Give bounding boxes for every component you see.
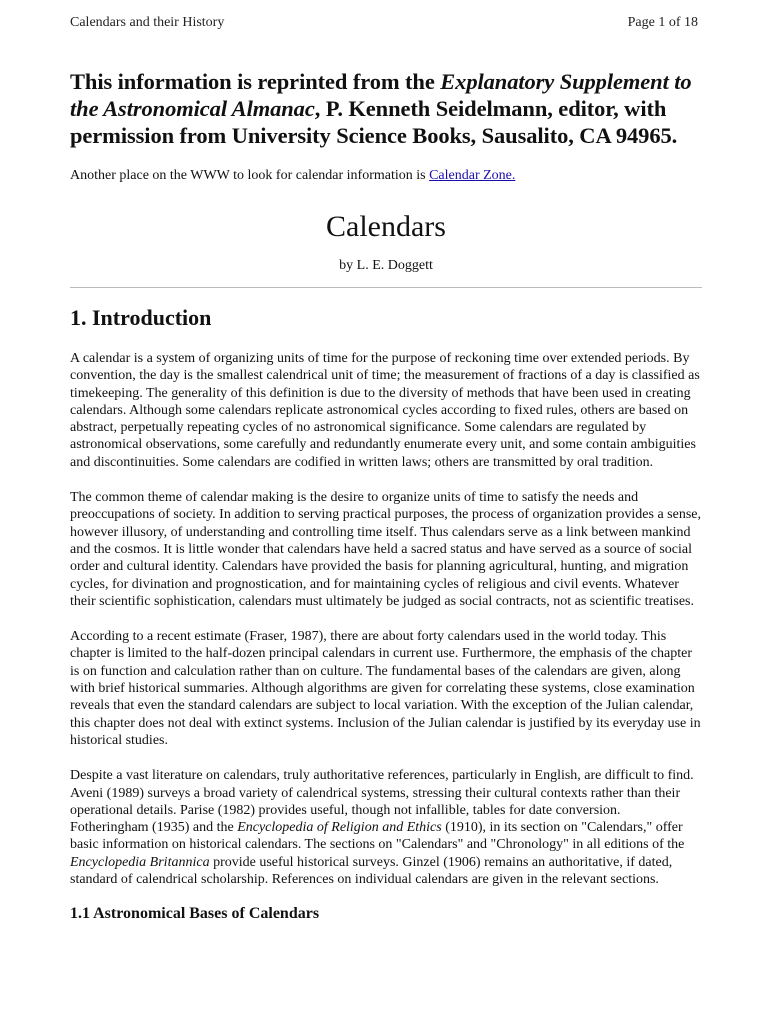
- document-body: [70, 68, 702, 924]
- page-title: Calendars: [326, 210, 446, 243]
- reprint-text-1: This information is reprinted from the: [70, 69, 441, 94]
- book-title: Explanatory Supplement to the Astronomical Almanac: [70, 69, 692, 121]
- paragraph-4-text-c: provide useful historical surveys. Ginzel (1906) remains an authoritative, if dated, standard of calendrical scholarship. References on individual calendars are given in the relevant sections.: [70, 854, 673, 888]
- reprint-notice: [70, 68, 702, 149]
- encyclopedia-religion-ethics: Encyclopedia of Religion and Ethics: [237, 820, 442, 836]
- paragraph-2: The common theme of calendar making is the desire to organize units of time to satisfy the needs and preoccupations of society. In addition to serving practical purposes, the process of organization provides a sense, however illusory, of understanding and controlling time itself. Thus calendars serve as a link between mankind and the cosmos. It is little wonder that calendars have held a sacred status and have served as a source of social order and cultural identity. Calendars have provided the basis for planning agricultural, hunting, and migration cycles, for divination and prognostication, and for maintaining cycles of religious and civil events. Whatever their scientific sophistication, calendars must ultimately be judged as social contracts, not as scientific treatises.: [70, 490, 701, 609]
- subsection-heading: 1.1 Astronomical Bases of Calendars: [70, 905, 320, 923]
- calendar-zone-link[interactable]: Calendar Zone.: [429, 168, 516, 183]
- byline: by L. E. Doggett: [339, 258, 433, 273]
- www-note: [70, 167, 702, 185]
- paragraph-4-text-b: (1910), in its section on "Calendars," offer basic information on historical calendars. The sections on "Calendars" and "Chronology" in all editions of the: [70, 820, 685, 853]
- www-note-text: Another place on the WWW to look for calendar information is: [70, 168, 430, 183]
- paragraph-4-text-a: Despite a vast literature on calendars, truly authoritative references, particularly in English, are difficult to find. Aveni (1989) surveys a broad variety of calendrical systems, stressing their cultural contexts rather than their operational details. Parise (1982) provides useful, though not infallible, tables for date conversion. Fotheringham (1935) and the: [70, 768, 694, 836]
- paragraph-4: [70, 767, 702, 888]
- paragraph-1: A calendar is a system of organizing units of time for the purpose of reckoning time over extended periods. By convention, the day is the smallest calendrical unit of time; the measurement of fractions of a day is classified as timekeeping. The generality of this definition is due to the diversity of methods that have been used in creating calendars. Although some calendars replicate astronomical cycles according to fixed rules, others are based on abstract, perpetually repeating cycles of no astronomical significance. Some calendars are regulated by astronomical observations, some carefully and redundantly enumerate every unit, and some contain ambiguities and discontinuities. Some calendars are codified in written laws; others are transmitted by oral tradition.: [70, 351, 700, 470]
- encyclopedia-britannica: Encyclopedia Britannica: [70, 854, 210, 870]
- page-number: Page 1 of 18: [627, 15, 698, 30]
- paragraph-3: According to a recent estimate (Fraser, 1987), there are about forty calendars used in the world today. This chapter is limited to the half-dozen principal calendars in current use. Furthermore, the emphasis of the chapter is on function and calculation rather than on culture. The fundamental bases of the calendars are given, along with brief historical summaries. Although algorithms are given for correlating these systems, close examination reveals that even the standard calendars are subject to local variation. With the exception of the Julian calendar, this chapter does not deal with extinct systems. Inclusion of the Julian calendar is justified by its everyday use in historical studies.: [70, 629, 701, 748]
- section-heading-introduction: 1. Introduction: [70, 305, 212, 330]
- reprint-text-2: , P. Kenneth Seidelmann, editor, with permission from University Science Books, Sausalito, CA 94965.: [70, 96, 678, 148]
- divider: [70, 287, 702, 288]
- running-header-title: Calendars and their History: [70, 15, 225, 30]
